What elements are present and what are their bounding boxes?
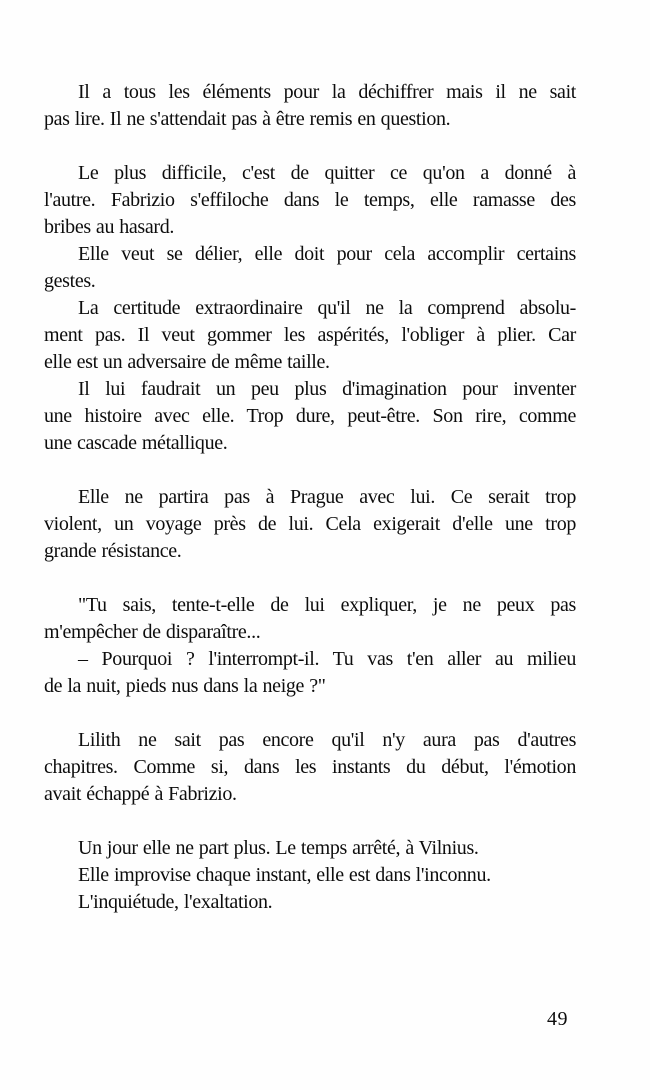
text-section (44, 592, 576, 700)
page-number: 49 (547, 1008, 568, 1030)
text-line: Lilith ne sait pas encore qu'il n'y aura pas d'autres (78, 729, 576, 751)
text-line: – Pourquoi ? l'interrompt-il. Tu vas t'en aller au milieu (78, 648, 576, 670)
text-section (44, 160, 576, 457)
text-line: Il a tous les éléments pour la déchiffrer mais il ne sait (78, 81, 576, 103)
text-section (44, 484, 576, 565)
paragraph (44, 295, 576, 376)
paragraph (44, 241, 576, 295)
text-line: une cascade métallique. (44, 432, 228, 454)
text-section (44, 835, 576, 916)
text-line: pas lire. Il ne s'attendait pas à être remis en question. (44, 108, 451, 130)
text-line: violent, un voyage près de lui. Cela exigerait d'elle une trop (44, 513, 576, 535)
paragraph (44, 646, 576, 700)
paragraph (44, 592, 576, 646)
text-line: L'inquiétude, l'exaltation. (78, 891, 273, 913)
text-line: grande résistance. (44, 540, 182, 562)
paragraph (44, 727, 576, 808)
paragraph (44, 484, 576, 565)
text-line: La certitude extraordinaire qu'il ne la comprend absolu- (78, 297, 576, 319)
text-section (44, 727, 576, 808)
text-line: bribes au hasard. (44, 216, 175, 238)
text-section (44, 79, 576, 133)
text-line: "Tu sais, tente-t-elle de lui expliquer, je ne peux pas (78, 594, 576, 616)
text-line: de la nuit, pieds nus dans la neige ?" (44, 675, 326, 697)
text-line: Elle veut se délier, elle doit pour cela accomplir certains (78, 243, 576, 265)
paragraph (44, 862, 576, 889)
text-line: une histoire avec elle. Trop dure, peut-être. Son rire, comme (44, 405, 576, 427)
paragraph (44, 79, 576, 133)
text-line: avait échappé à Fabrizio. (44, 783, 237, 805)
text-line: chapitres. Comme si, dans les instants du début, l'émotion (44, 756, 576, 778)
paragraph (44, 376, 576, 457)
text-line: Un jour elle ne part plus. Le temps arrêté, à Vilnius. (78, 837, 479, 859)
paragraph (44, 889, 576, 916)
text-line: gestes. (44, 270, 96, 292)
text-line: ment pas. Il veut gommer les aspérités, l'obliger à plier. Car (44, 324, 576, 346)
page-text (44, 79, 576, 916)
text-line: Le plus difficile, c'est de quitter ce qu'on a donné à (78, 162, 576, 184)
paragraph (44, 835, 576, 862)
text-line: elle est un adversaire de même taille. (44, 351, 330, 373)
paragraph (44, 160, 576, 241)
text-line: l'autre. Fabrizio s'effiloche dans le temps, elle ramasse des (44, 189, 576, 211)
text-line: Il lui faudrait un peu plus d'imagination pour inventer (78, 378, 576, 400)
text-line: Elle improvise chaque instant, elle est dans l'inconnu. (78, 864, 491, 886)
text-line: m'empêcher de disparaître... (44, 621, 261, 643)
text-line: Elle ne partira pas à Prague avec lui. Ce serait trop (78, 486, 576, 508)
